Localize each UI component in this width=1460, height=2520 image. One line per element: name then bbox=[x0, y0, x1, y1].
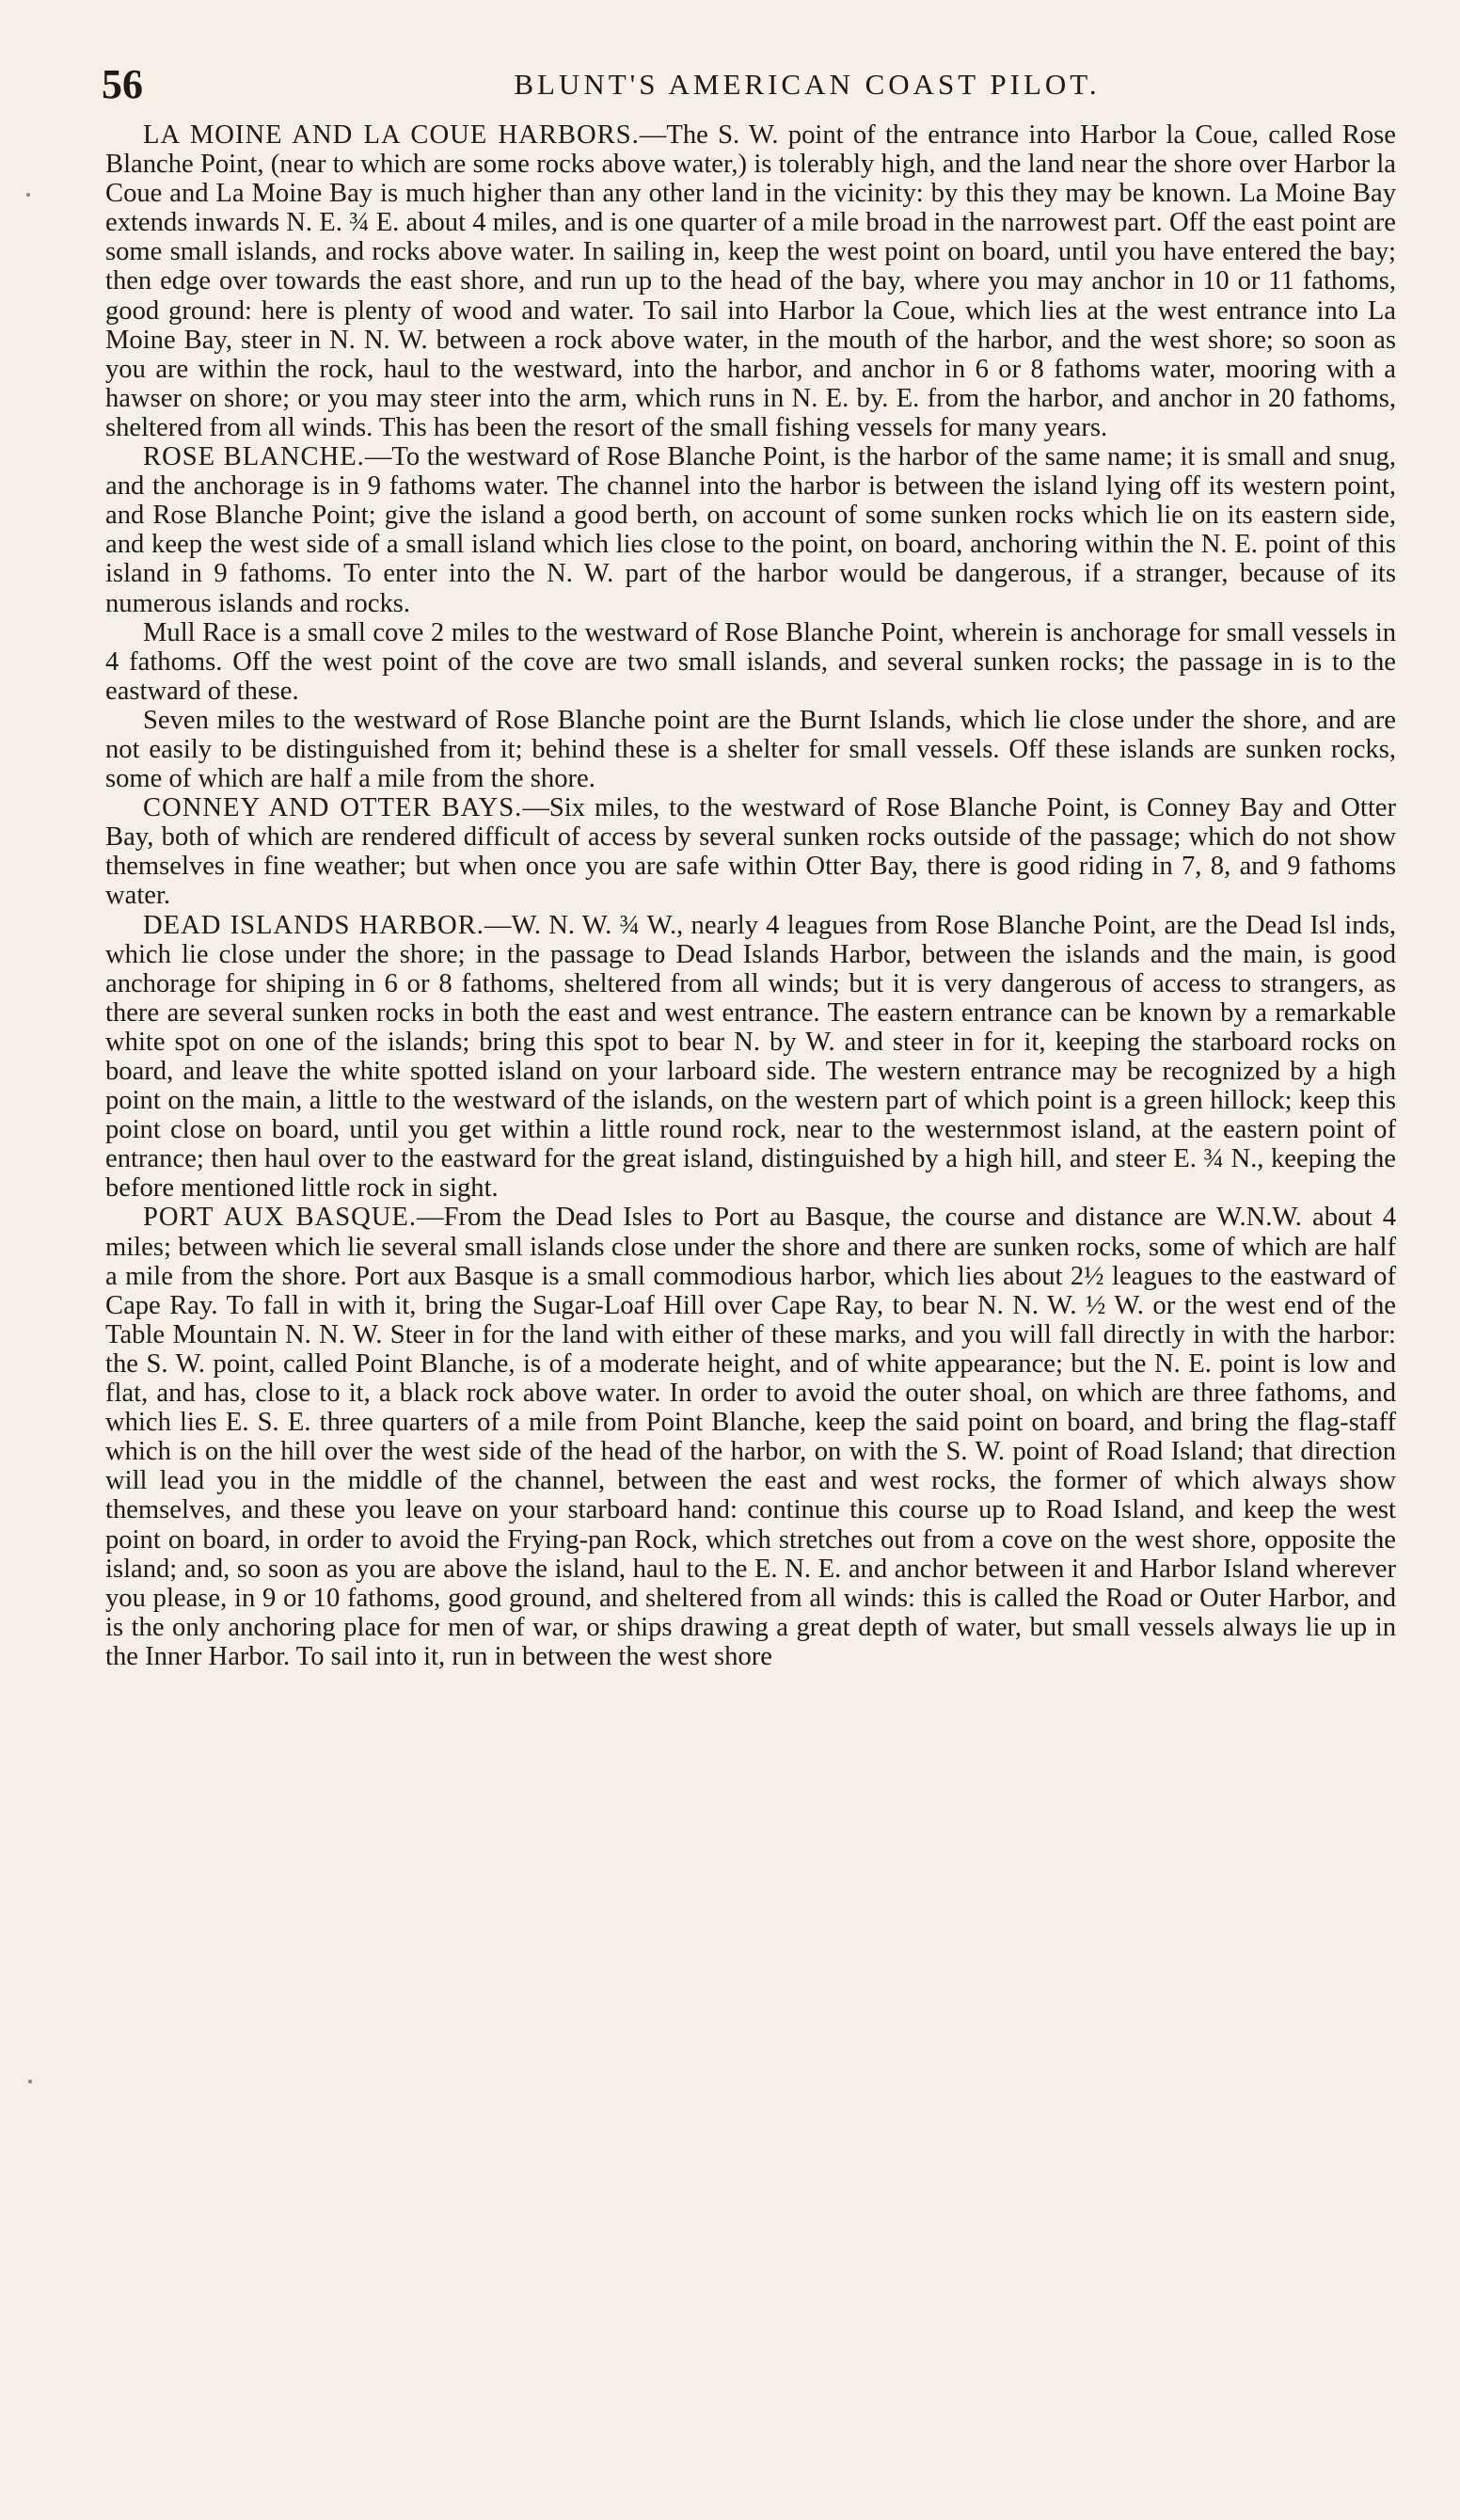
section-title: PORT AUX BASQUE. bbox=[143, 1203, 418, 1233]
running-title: BLUNT'S AMERICAN COAST PILOT. bbox=[514, 68, 1101, 101]
section-title: CONNEY AND OTTER BAYS. bbox=[143, 793, 523, 823]
section-title: DEAD ISLANDS HARBOR. bbox=[143, 910, 484, 940]
paragraph-text: —From the Dead Isles to Port au Basque, the course and distance are W.N.W. about 4 miles; between which lie several small islands close under the shore and there are sunken rocks, some of which are half a mile from the shore. Port aux Basque is a small commodious harbor, which lies about 2½ leagues to the eastward of Cape Ray. To fall in with it, bring the Sugar-Loaf Hill over Cape Ray, to bear N. N. W. ½ W. or the west end of the Table Mountain N. N. W. Steer in for the land with either of these marks, and you will fall directly in with the harbor: the S. W. point, called Point Blanche, is of a moderate height, and of white appearance; but the N. E. point is low and flat, and has, close to it, a black rock above water. In order to avoid the outer shoal, on which are three fathoms, and which lies E. S. E. three quarters of a mile from Point Blanche, keep the said point on board, and bring the flag-staff which is on the hill over the west side of the head of the harbor, on with the S. W. point of Road Island; that direction will lead you in the middle of the channel, between the east and west rocks, the former of which always show themselves, and these you leave on your starboard hand: continue this course up to Road Island, and keep the west point on board, in order to avoid the Frying-pan Rock, which stretches out from a cove on the west shore, opposite the island; and, so soon as you are above the island, haul to the E. N. E. and anchor between it and Harbor Island wherever you please, in 9 or 10 fathoms, good ground, and sheltered from all winds: this is called the Road or Outer Harbor, and is the only anchoring place for men of war, or ships drawing a great depth of water, but small vessels always lie up in the Inner Harbor. To sail into it, run in between the west shore bbox=[105, 1203, 1397, 1671]
paragraph-la-moine bbox=[105, 120, 1396, 442]
paragraph-text: —W. N. W. ¾ W., nearly 4 leagues from Rose Blanche Point, are the Dead Isl inds, which lie close under the shore; in the passage to Dead Islands Harbor, between the islands and the main, is good anchorage for shiping in 6 or 8 fathoms, sheltered from all winds; but it is very dangerous of access to strangers, as there are several sunken rocks in both the east and west entrance. The eastern entrance can be known by a remarkable white spot on one of the islands; bring this spot to bear N. by W. and steer in for it, keeping the starboard rocks on board, and leave the white spotted island on your larboard side. The western entrance may be recognized by a high point on the main, a little to the westward of the islands, on the western part of which point is a green hillock; keep this point close on board, until you get within a little round rock, near to the westernmost island, at the eastern point of entrance; then haul over to the eastward for the great island, distinguished by a high hill, and steer E. ¾ N., keeping the before mentioned little rock in sight. bbox=[105, 910, 1397, 1204]
paragraph-dead-islands bbox=[105, 911, 1396, 1204]
margin-dot bbox=[26, 193, 30, 197]
page-number: 56 bbox=[102, 61, 143, 107]
paragraph-text: —Six miles, to the westward of Rose Blanche Point, is Conney Bay and Otter Bay, both of which are rendered difficult of access by several sunken rocks outside of the passage; which do not show themselves in fine weather; but when once you are safe within Otter Bay, there is good riding in 7, 8, and 9 fathoms water. bbox=[105, 793, 1396, 911]
page-header bbox=[102, 56, 1400, 113]
paragraph-conney-otter bbox=[105, 793, 1396, 910]
paragraph-mull-race bbox=[105, 618, 1396, 706]
margin-dot bbox=[28, 2080, 32, 2083]
paragraph-port-aux-basque bbox=[105, 1203, 1396, 1671]
paragraph-text: Seven miles to the westward of Rose Blanche point are the Burnt Islands, which lie close under the shore, and are not easily to be distinguished from it; behind these is a shelter for small vessels. Off these islands are sunken rocks, some of which are half a mile from the shore. bbox=[105, 705, 1396, 794]
body-text bbox=[105, 120, 1396, 1671]
paragraph-burnt-islands bbox=[105, 706, 1396, 793]
paragraph-text: Mull Race is a small cove 2 miles to the westward of Rose Blanche Point, wherein is anchorage for small vessels in 4 fathoms. Off the west point of the cove are two small islands, and several sunken rocks; the passage in is to the eastward of these. bbox=[105, 617, 1396, 706]
paragraph-rose-blanche bbox=[105, 442, 1396, 618]
paragraph-text: —To the westward of Rose Blanche Point, is the harbor of the same name; it is small and snug, and the anchorage is in 9 fathoms water. The channel into the harbor is between the island lying off its western point, and Rose Blanche Point; give the island a good berth, on account of some sunken rocks which lie on its eastern side, and keep the west side of a small island which lies close to the point, on board, anchoring within the N. E. point of this island in 9 fathoms. To enter into the N. W. part of the harbor would be dangerous, if a stranger, because of its numerous islands and rocks. bbox=[105, 442, 1396, 618]
paragraph-text: —The S. W. point of the entrance into Harbor la Coue, called Rose Blanche Point, (near to which are some rocks above water,) is tolerably high, and the land near the shore over Harbor la Coue and La Moine Bay is much higher than any other land in the vicinity: by this they may be known. La Moine Bay extends inwards N. E. ¾ E. about 4 miles, and is one quarter of a mile broad in the narrowest part. Off the east point are some small islands, and rocks above water. In sailing in, keep the west point on board, until you have entered the bay; then edge over towards the east shore, and run up to the head of the bay, where you may anchor in 10 or 11 fathoms, good ground: here is plenty of wood and water. To sail into Harbor la Coue, which lies at the west entrance into La Moine Bay, steer in N. N. W. between a rock above water, in the mouth of the harbor, and the west shore; so soon as you are within the rock, haul to the westward, into the harbor, and anchor in 6 or 8 fathoms water, mooring with a hawser on shore; or you may steer into the arm, which runs in N. E. by. E. from the harbor, and anchor in 20 fathoms, sheltered from all winds. This has been the resort of the small fishing vessels for many years. bbox=[105, 120, 1396, 442]
section-title: LA MOINE AND LA COUE HARBORS. bbox=[143, 120, 640, 150]
section-title: ROSE BLANCHE. bbox=[143, 442, 365, 472]
